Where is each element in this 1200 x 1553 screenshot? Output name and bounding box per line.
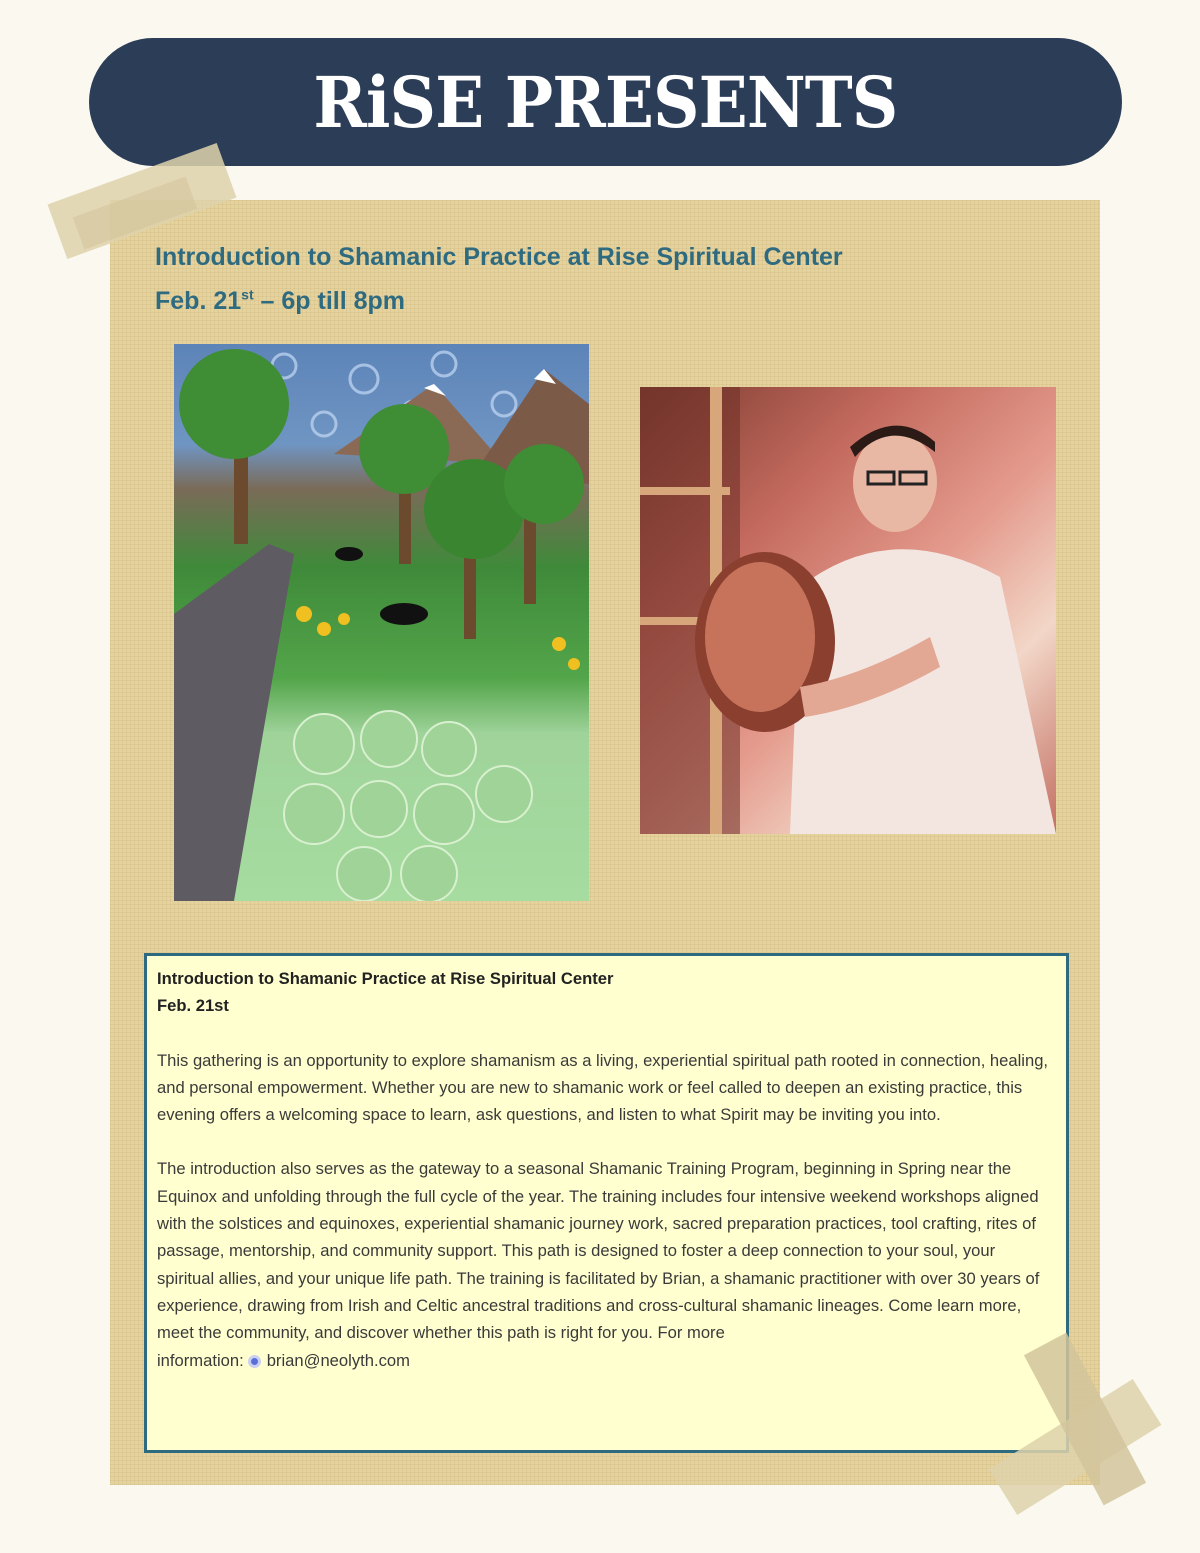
painting-image — [174, 344, 589, 901]
photo-art — [640, 387, 1056, 834]
flyer-date-day: Feb. 21 — [155, 287, 242, 316]
flyer-date-suffix: st — [241, 287, 254, 303]
description-date: Feb. 21st — [157, 996, 229, 1016]
header-banner — [89, 38, 1122, 166]
flyer-title-line: Introduction to Shamanic Practice at Rise Spiritual Center — [155, 243, 843, 271]
description-heading — [157, 965, 1054, 1020]
flyer-date-time: – 6p till 8pm — [253, 287, 406, 316]
email-icon — [248, 1355, 261, 1368]
email-link[interactable]: brian@neolyth.com — [266, 1350, 410, 1370]
event-flyer — [110, 200, 1100, 1485]
description-paragraph-2-text: The introduction also serves as the gateway to a seasonal Shamanic Training Program, beginning in Spring near the Equinox and unfolding through the full cycle of the year. The training includes four intensive weekend workshops aligned with the solstices and equinoxes, experiential shamanic journey work, sacred preparation practices, tool crafting, rites of passage, mentorship, and community support. This path is designed to foster a deep connection to your soul, your spiritual allies, and your unique life path. The training is facilitated by Brian, a shamanic practitioner with over 30 years of experience, drawing from Irish and Celtic ancestral traditions and cross-cultural shamanic lineages. Come learn more, meet the community, and discover whether this path is right for you. For more — [157, 1159, 1040, 1343]
flyer-title — [155, 238, 843, 320]
flyer-date — [155, 287, 405, 315]
practitioner-photo — [640, 387, 1056, 834]
banner-title: RiSE PRESENTS — [313, 60, 898, 144]
event-description-box — [144, 953, 1069, 1453]
description-paragraph-1: This gathering is an opportunity to explore shamanism as a living, experiential spiritual path rooted in connection, healing, and personal empowerment. Whether you are new to shamanic work or feel called to deepen an existing practice, this evening offers a welcoming space to learn, ask questions, and listen to what Spirit may be inviting you into. — [157, 1050, 1049, 1125]
description-title: Introduction to Shamanic Practice at Rise Spiritual Center — [157, 969, 614, 988]
description-paragraph-2 — [157, 1155, 1054, 1373]
info-label: information: — [157, 1350, 244, 1370]
painting-art — [174, 344, 589, 901]
